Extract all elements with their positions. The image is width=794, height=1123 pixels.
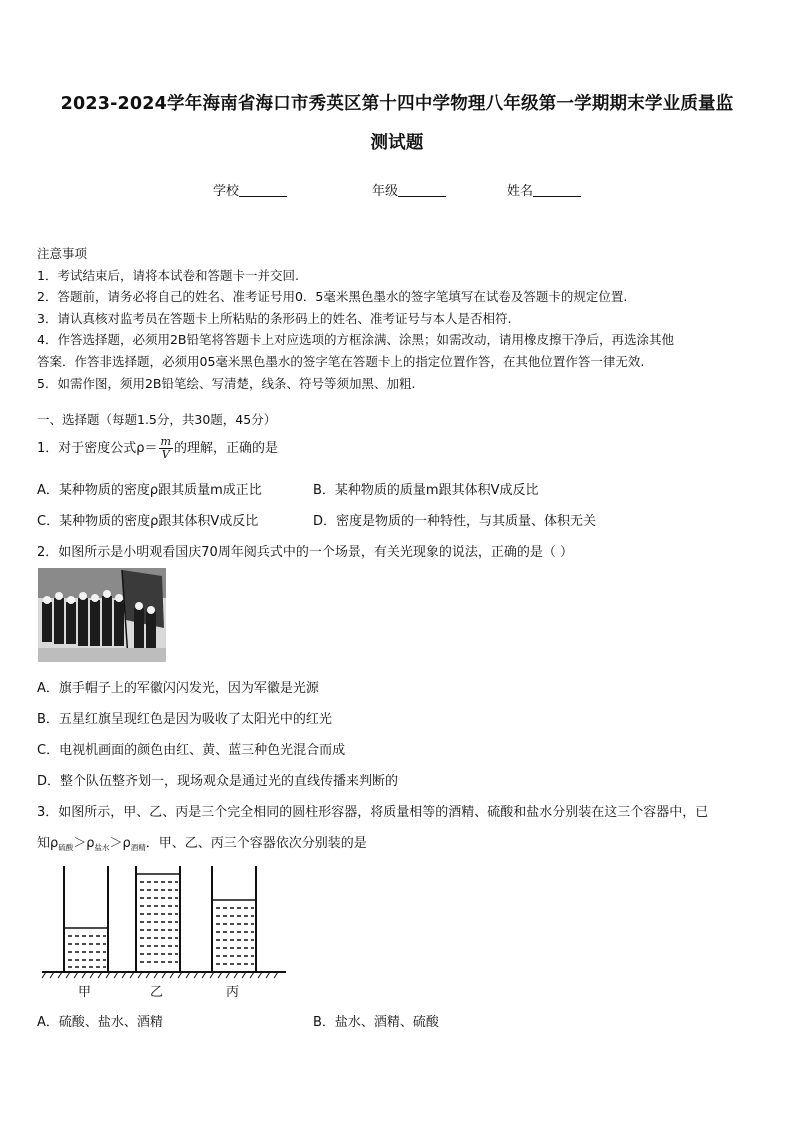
name-label: 姓名 — [507, 184, 534, 199]
container-bing — [212, 866, 256, 972]
label-bing: 丙 — [226, 985, 240, 1000]
q2-option-a: A．旗手帽子上的军徽闪闪发光，因为军徽是光源 — [37, 681, 319, 696]
q3-stem-line2 — [37, 832, 367, 853]
notes-block — [37, 243, 761, 394]
q2-stem: 2．如图所示是小明观看国庆70周年阅兵式中的一个场景，有关光现象的说法，正确的是（ ） — [37, 545, 573, 560]
section-title: 一、选择题（每题1.5分，共30题，45分） — [37, 412, 277, 427]
q1-option-a: A．某种物质的密度ρ跟其质量m成正比 — [37, 483, 262, 498]
q3-option-b: B．盐水、酒精、硫酸 — [313, 1015, 439, 1030]
name-field — [507, 180, 581, 199]
grade-blank — [398, 184, 446, 197]
exam-title-line1: 2023-2024学年海南省海口市秀英区第十四中学物理八年级第一学期期末学业质量监 — [60, 94, 734, 114]
q1-option-d: D．密度是物质的一种特性，与其质量、体积无关 — [313, 514, 597, 529]
name-blank — [533, 184, 581, 197]
q1-stem — [37, 436, 278, 461]
density-fraction — [159, 436, 173, 461]
alcohol-subscript: 酒精 — [130, 843, 146, 852]
q2-option-d: D．整个队伍整齐划一，现场观众是通过光的直线传播来判断的 — [37, 774, 399, 789]
note-item: 1．考试结束后，请将本试卷和答题卡一并交回. — [37, 267, 299, 283]
parade-photo — [38, 568, 166, 662]
container-yi — [136, 866, 180, 972]
sulfuric-acid-subscript: 硫酸 — [58, 843, 74, 852]
exam-title-line2: 测试题 — [370, 133, 424, 153]
q2-option-b: B．五星红旗呈现红色是因为吸收了太阳光中的红光 — [37, 712, 332, 727]
note-item: 答案．作答非选择题，必须用05毫米黑色墨水的签字笔在答题卡上的指定位置作答，在其他位置作答一律无效. — [37, 353, 645, 369]
q1-stem-pre: 1．对于密度公式ρ＝ — [37, 441, 158, 456]
q1-option-c: C．某种物质的密度ρ跟其体积V成反比 — [37, 514, 259, 529]
brine-subscript: 盐水 — [94, 843, 110, 852]
q3-text: ．甲、乙、丙三个容器依次分别装的是 — [145, 836, 367, 851]
fraction-numerator: m — [160, 435, 171, 448]
school-field — [213, 180, 287, 199]
q1-stem-post: 的理解，正确的是 — [173, 441, 278, 456]
q3-option-a: A．硫酸、盐水、酒精 — [37, 1015, 163, 1030]
grade-field — [372, 180, 446, 199]
school-label: 学校 — [213, 184, 240, 199]
q3-text: 知ρ — [37, 836, 59, 851]
fraction-denominator: V — [161, 448, 170, 461]
note-item: 4．作答选择题，必须用2B铅笔将答题卡上对应选项的方框涂满、涂黑；如需改动，请用橡皮擦干净后，再选涂其他 — [37, 332, 674, 348]
label-yi: 乙 — [150, 985, 164, 1000]
container-jia — [64, 866, 108, 972]
q2-option-c: C．电视机画面的颜色由红、黄、蓝三种色光混合而成 — [37, 743, 346, 758]
three-containers-diagram — [38, 862, 288, 1002]
q1-option-b: B．某种物质的质量m跟其体积V成反比 — [313, 483, 539, 498]
school-blank — [239, 184, 287, 197]
notes-heading: 注意事项 — [37, 246, 88, 261]
q3-text: ＞ρ — [109, 836, 131, 851]
grade-label: 年级 — [372, 184, 399, 199]
note-item: 5．如需作图，须用2B铅笔绘、写清楚，线条、符号等须加黑、加粗. — [37, 375, 416, 391]
label-jia: 甲 — [78, 985, 92, 1000]
q3-text: ＞ρ — [73, 836, 95, 851]
note-item: 3．请认真核对监考员在答题卡上所粘贴的条形码上的姓名、准考证号与本人是否相符. — [37, 310, 512, 326]
q3-stem-line1: 3．如图所示，甲、乙、丙是三个完全相同的圆柱形容器，将质量相等的酒精、硫酸和盐水分别装在这三个容器中，已 — [37, 805, 709, 820]
note-item: 2．答题前，请务必将自己的姓名、准考证号用0．5毫米黑色墨水的签字笔填写在试卷及答题卡的规定位置. — [37, 289, 628, 305]
